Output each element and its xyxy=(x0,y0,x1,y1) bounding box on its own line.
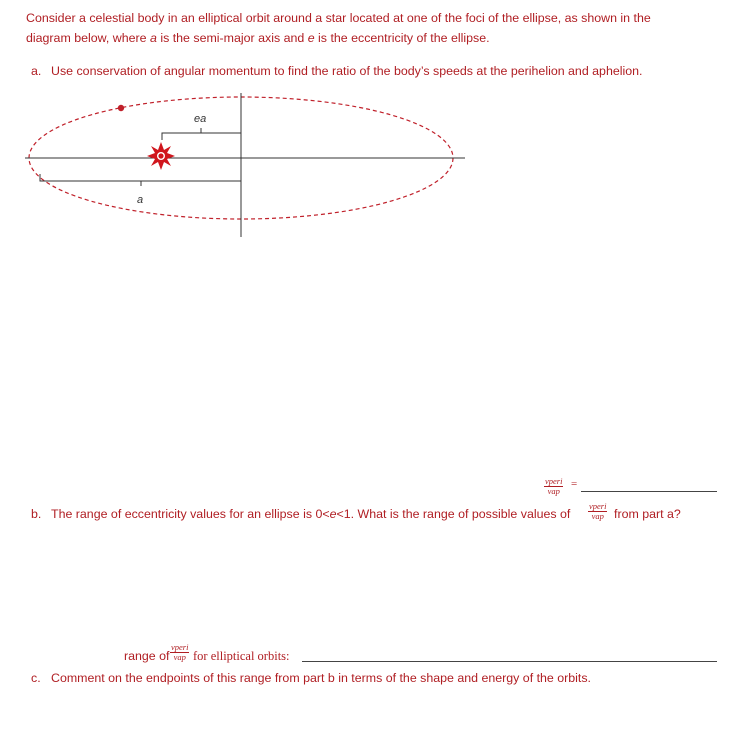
orbiting-body-icon xyxy=(118,105,124,111)
semi-major-bracket xyxy=(40,174,241,181)
part-b-answer-blank[interactable] xyxy=(302,661,717,662)
part-b-fraction xyxy=(588,502,607,521)
var-a: a xyxy=(149,31,157,45)
part-a-fraction xyxy=(544,477,563,496)
var-e: e xyxy=(307,31,315,45)
part-c-question: Comment on the endpoints of this range from part b in terms of the shape and energy of the orbits. xyxy=(51,671,591,685)
part-b-answer-prefix: range of xyxy=(124,649,170,663)
intro-line-1: Consider a celestial body in an elliptical orbit around a star located at one of the foci of the ellipse, as shown in the xyxy=(26,11,651,25)
part-a-question: Use conservation of angular momentum to find the ratio of the body’s speeds at the perihelion and aphelion. xyxy=(51,64,643,78)
part-b-question xyxy=(51,506,570,522)
part-b-marker: b. xyxy=(31,507,42,521)
intro-line-2-post: is the eccentricity of the ellipse. xyxy=(314,31,490,45)
label-a: a xyxy=(137,194,144,206)
label-ea: ea xyxy=(194,113,207,125)
fraction-numerator: vperi xyxy=(589,501,607,511)
intro-line-2-pre: diagram below, where xyxy=(26,31,150,45)
intro-line-2-mid: is the semi-major axis and xyxy=(156,31,308,45)
fraction-numerator: vperi xyxy=(171,642,189,652)
part-a-answer-blank[interactable] xyxy=(581,491,717,492)
part-b-question-end: from part a? xyxy=(614,507,681,521)
part-b-answer-suffix: for elliptical orbits: xyxy=(193,649,290,663)
part-b-answer-fraction xyxy=(170,643,189,662)
part-b-text-mid: <1. What is the range of possible values of xyxy=(336,507,571,521)
part-b-text-pre: The range of eccentricity values for an ellipse is 0< xyxy=(51,507,330,521)
fraction-denominator: vap xyxy=(173,652,186,662)
part-a-marker: a. xyxy=(31,64,42,78)
focal-distance-bracket xyxy=(162,133,241,140)
fraction-numerator: vperi xyxy=(545,476,563,486)
star-icon xyxy=(147,142,175,170)
part-a-equals: = xyxy=(571,478,578,490)
part-b-var-e: e xyxy=(329,507,337,521)
fraction-denominator: vap xyxy=(547,486,560,496)
part-c-marker: c. xyxy=(31,671,41,685)
fraction-denominator: vap xyxy=(591,511,604,521)
orbit-diagram xyxy=(0,0,732,250)
